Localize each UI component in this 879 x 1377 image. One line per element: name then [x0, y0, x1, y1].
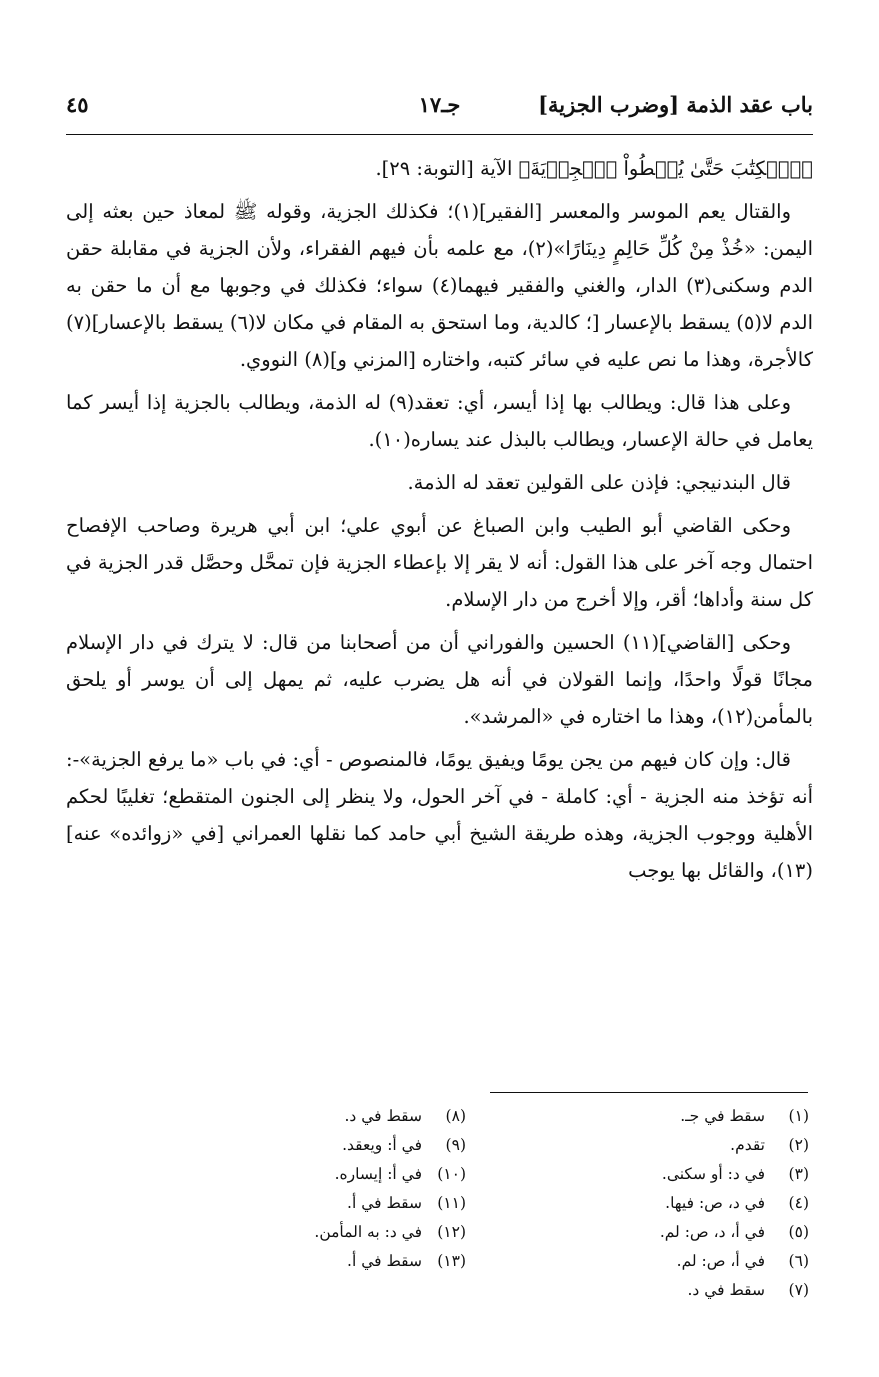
footnote: [479, 1131, 809, 1160]
footnote-number: (٧): [788, 1281, 809, 1299]
footnotes-left-column: [136, 1102, 466, 1276]
footnote: [479, 1102, 809, 1131]
chapter-title: باب عقد الذمة [وضرب الجزية]: [538, 92, 813, 117]
footnote-number: (٨): [445, 1107, 466, 1125]
paragraph: وحكى القاضي أبو الطيب وابن الصباغ عن أبوي علي؛ ابن أبي هريرة وصاحب الإفصاح احتمال وجه آخر على هذا القول: أنه لا يقر إلا بإعطاء الجزية فإن تمحَّل وحصَّل قدر الجزية في كل سنة وأداها؛ أقر، وإلا أخرج من دار الإسلام.: [66, 514, 813, 611]
footnote-text: سقط في أ.: [347, 1252, 422, 1270]
footnotes-right-column: [479, 1102, 809, 1305]
paragraph: قال البندنيجي: فإذن على القولين تعقد له الذمة.: [407, 471, 791, 494]
footnote-text: في أ، د، ص: لم.: [659, 1223, 765, 1241]
paragraph: وحكى [القاضي](١١) الحسين والفوراني أن من أصحابنا من قال: لا يترك في دار الإسلام مجانًا قولًا واحدًا، وإنما القولان في أنه هل يضرب عليه، ثم يمهل إلى أن يوسر أو يلحق بالمأمن(١٢)، وهذا ما اختاره في «المرشد».: [66, 631, 813, 728]
footnote-number: (٢): [788, 1136, 809, 1154]
paragraph-quran-verse: ﴿ٱلۡكِتَٰبَ حَتَّىٰ يُعۡطُواْ ٱلۡجِزۡيَةَ﴾ الآية [التوبة: ٢٩].: [375, 157, 813, 180]
footnote-text: في أ، ص: لم.: [676, 1252, 765, 1270]
footnote-text: سقط في جـ.: [680, 1107, 765, 1125]
footnote: [479, 1276, 809, 1305]
paragraph: وعلى هذا قال: ويطالب بها إذا أيسر، أي: تعقد(٩) له الذمة، ويطالب بالجزية إذا أيسر كما يعامل في حالة الإعسار، ويطالب بالبذل عند يساره(١٠).: [66, 391, 813, 451]
main-text: [66, 150, 813, 895]
paragraph: قال: وإن كان فيهم من يجن يومًا ويفيق يومًا، فالمنصوص - أي: في باب «ما يرفع الجزية»-: أنه تؤخذ منه الجزية - أي: كاملة - في آخر الحول، ولا ينظر إلى الجنون المتقطع؛ تغليبًا لحكم الأهلية ووجوب الجزية، وهذه طريقة الشيخ أبي حامد كما نقلها العمراني [في «زوائده» عنه](١٣)، والقائل بها يوجب: [66, 748, 813, 882]
footnote: [136, 1131, 466, 1160]
footnote-text: في أ: ويعقد.: [342, 1136, 422, 1154]
page-number: ٤٥: [66, 92, 89, 117]
footnote-number: (١١): [437, 1194, 466, 1212]
footnote-number: (١): [788, 1107, 809, 1125]
footnote: [479, 1247, 809, 1276]
footnote-number: (٥): [788, 1223, 809, 1241]
footnote-number: (١٣): [437, 1252, 466, 1270]
footnote-number: (١٠): [437, 1165, 466, 1183]
footnote: [479, 1160, 809, 1189]
footnote-text: في د، ص: فيها.: [665, 1194, 765, 1212]
footnote: [136, 1160, 466, 1189]
paragraph: والقتال يعم الموسر والمعسر [الفقير](١)؛ فكذلك الجزية، وقوله ﷺ لمعاذ حين بعثه إلى اليمن: «خُذْ مِنْ كُلِّ حَالِمٍ دِينَارًا»(٢)، مع علمه بأن فيهم الفقراء، ولأن الجزية في مقابلة حقن الدم وسكنى(٣) الدار، والغني والفقير فيهما(٤) سواء؛ فكذلك في وجوبها مع أن ما حقن به الدم لا(٥) يسقط بالإعسار [؛ كالدية، وما استحق به المقام في مكان لا(٦) يسقط بالإعسار](٧) كالأجرة، وهذا ما نص عليه في سائر كتبه، واختاره [المزني و](٨) النووي.: [66, 200, 813, 371]
footnote-text: في د: أو سكنى.: [661, 1165, 765, 1183]
footnote-number: (٤): [788, 1194, 809, 1212]
footnote-text: سقط في أ.: [347, 1194, 422, 1212]
footnote-divider: [490, 1092, 808, 1093]
volume-number: جـ١٧: [418, 92, 461, 117]
running-header: [66, 88, 813, 135]
footnote-number: (١٢): [437, 1223, 466, 1241]
footnote: [136, 1189, 466, 1218]
footnote: [136, 1247, 466, 1276]
footnote-number: (٩): [445, 1136, 466, 1154]
footnote: [479, 1189, 809, 1218]
footnote-text: تقدم.: [730, 1136, 765, 1154]
footnote-text: سقط في د.: [687, 1281, 765, 1299]
footnote: [479, 1218, 809, 1247]
footnote-number: (٣): [788, 1165, 809, 1183]
footnote-text: في د: به المأمن.: [314, 1223, 422, 1241]
footnote: [136, 1218, 466, 1247]
footnote-number: (٦): [788, 1252, 809, 1270]
footnote: [136, 1102, 466, 1131]
footnote-text: سقط في د.: [344, 1107, 422, 1125]
footnote-text: في أ: إيساره.: [334, 1165, 422, 1183]
